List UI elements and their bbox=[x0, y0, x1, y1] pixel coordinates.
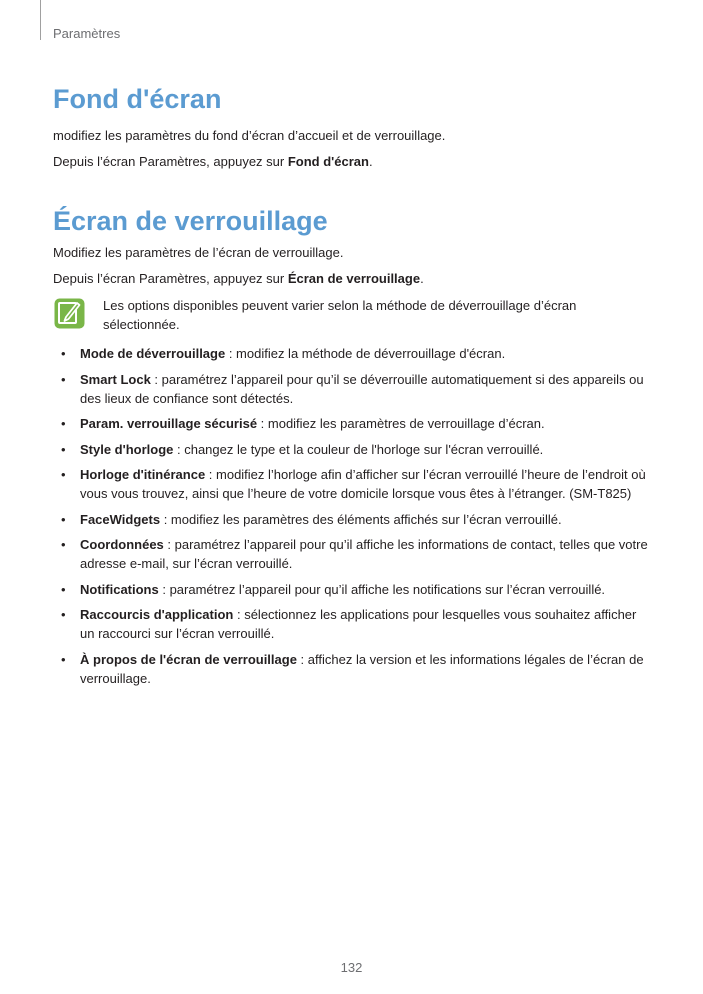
option-item bbox=[53, 510, 648, 529]
option-description: : sélectionnez les applications pour lesquelles vous souhaitez afficher un raccourci sur l’écran verrouillé. bbox=[80, 607, 637, 641]
option-item bbox=[53, 370, 648, 408]
note-text: Les options disponibles peuvent varier selon la méthode de déverrouillage d’écran sélectionnée. bbox=[103, 298, 577, 332]
option-item bbox=[53, 414, 648, 433]
option-description: : paramétrez l’appareil pour qu’il affiche les informations de contact, telles que votre adresse e-mail, sur l’écran verrouillé. bbox=[80, 537, 648, 571]
path-target: Écran de verrouillage bbox=[287, 271, 421, 286]
bullet-icon: • bbox=[61, 607, 66, 622]
option-term: Style d'horloge bbox=[80, 441, 174, 457]
option-term: Horloge d'itinérance bbox=[80, 467, 206, 482]
wallpaper-description: modifiez les paramètres du fond d’écran d’accueil et de verrouillage. bbox=[53, 128, 446, 143]
bullet-icon: • bbox=[61, 581, 66, 597]
option-item bbox=[53, 650, 648, 688]
path-prefix: Depuis l’écran Paramètres, appuyez sur bbox=[53, 271, 288, 286]
path-prefix: Depuis l’écran Paramètres, appuyez sur bbox=[53, 154, 288, 169]
option-term: Mode de déverrouillage bbox=[80, 346, 226, 361]
path-suffix: . bbox=[368, 154, 373, 169]
header-rule bbox=[40, 0, 41, 40]
option-description: : affichez la version et les informations légales de l’écran de verrouillage. bbox=[80, 651, 644, 686]
option-term: FaceWidgets bbox=[80, 511, 161, 527]
option-item bbox=[53, 344, 648, 363]
option-description: : modifiez l’horloge afin d’afficher sur l’écran verrouillé l’heure de l’endroit où vous vous trouvez, ainsi que l’heure de votre domicile lorsque vous êtes à l’étranger. (SM-T825) bbox=[80, 467, 646, 501]
option-term: À propos de l'écran de verrouillage bbox=[80, 651, 297, 667]
bullet-icon: • bbox=[61, 537, 66, 552]
note-pencil-icon bbox=[54, 298, 85, 329]
option-item bbox=[53, 440, 648, 459]
option-term: Smart Lock bbox=[80, 371, 151, 387]
bullet-icon: • bbox=[61, 441, 66, 457]
bullet-icon: • bbox=[61, 346, 66, 361]
option-term: Param. verrouillage sécurisé bbox=[80, 416, 258, 431]
section-title-lockscreen: Écran de verrouillage bbox=[53, 206, 328, 236]
bullet-icon: • bbox=[61, 651, 66, 667]
option-item bbox=[53, 580, 648, 599]
option-item bbox=[53, 605, 648, 643]
path-target: Fond d'écran bbox=[287, 154, 369, 169]
path-suffix: . bbox=[420, 271, 424, 286]
note-box bbox=[53, 296, 648, 338]
lockscreen-path bbox=[53, 266, 648, 292]
option-description: : modifiez les paramètres des éléments affichés sur l’écran verrouillé. bbox=[160, 511, 562, 527]
bullet-icon: • bbox=[61, 371, 66, 387]
option-description: : paramétrez l’appareil pour qu’il affiche les notifications sur l’écran verrouillé. bbox=[158, 581, 606, 597]
options-list bbox=[53, 344, 648, 688]
option-term: Coordonnées bbox=[80, 537, 164, 552]
option-description: : modifiez la méthode de déverrouillage d'écran. bbox=[225, 346, 506, 361]
option-description: : paramétrez l’appareil pour qu’il se déverrouille automatiquement si des appareils ou des lieux de confiance sont détectés. bbox=[80, 371, 644, 406]
bullet-icon: • bbox=[61, 416, 66, 431]
option-item bbox=[53, 465, 648, 503]
wallpaper-path bbox=[53, 149, 648, 175]
option-item bbox=[53, 535, 648, 573]
option-description: : modifiez les paramètres de verrouillage d’écran. bbox=[257, 416, 545, 431]
lockscreen-description: Modifiez les paramètres de l’écran de verrouillage. bbox=[53, 245, 344, 260]
bullet-icon: • bbox=[61, 467, 66, 482]
page-number: 132 bbox=[340, 960, 363, 975]
option-term: Raccourcis d'application bbox=[80, 607, 234, 622]
section-title-wallpaper: Fond d'écran bbox=[53, 84, 222, 114]
running-header: Paramètres bbox=[53, 26, 121, 41]
bullet-icon: • bbox=[61, 511, 66, 527]
option-description: : changez le type et la couleur de l'horloge sur l'écran verrouillé. bbox=[173, 441, 544, 457]
page-content bbox=[53, 80, 648, 694]
option-term: Notifications bbox=[80, 581, 159, 597]
